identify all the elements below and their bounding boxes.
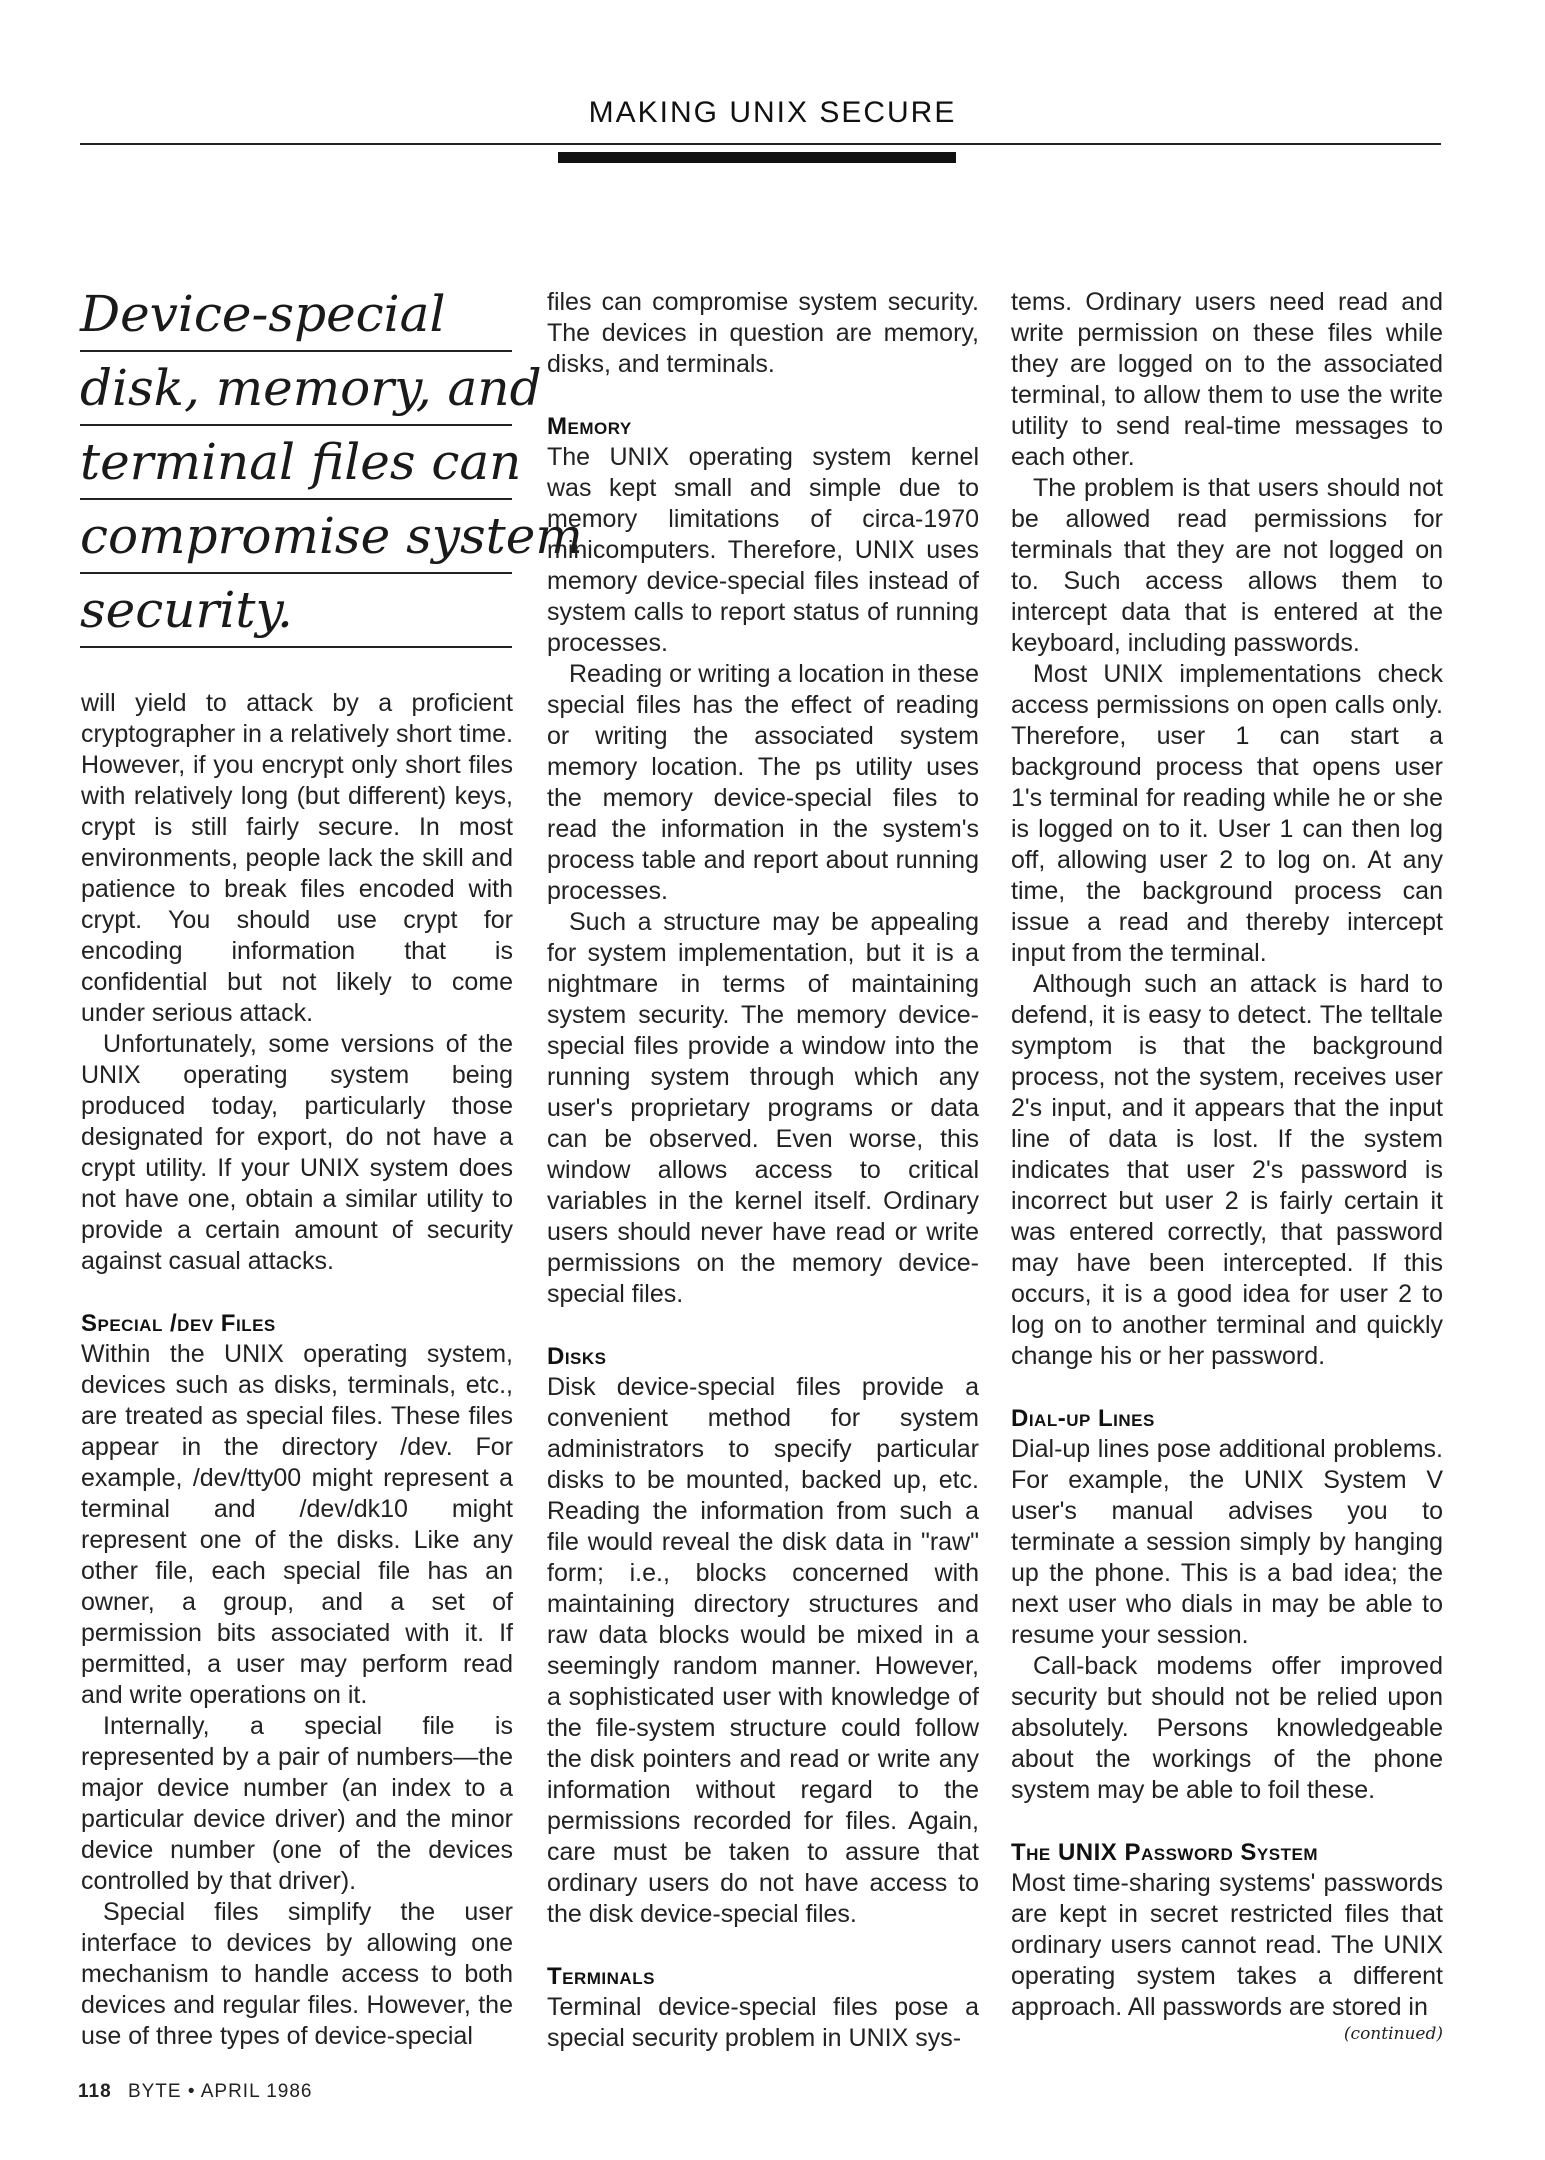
page-number: 118 <box>78 2081 112 2102</box>
section-heading-disks: Disks <box>547 1343 607 1370</box>
section-heading-memory: Memory <box>547 413 632 440</box>
pull-quote-line: Device-special <box>80 278 512 352</box>
article-column-1 <box>81 688 513 2052</box>
pull-quote-line: security. <box>80 574 512 648</box>
header-rule <box>80 143 1441 145</box>
paragraph: Most UNIX implementations check access permissions on open calls only. Therefore, user 1 can start a background process that opens user 1's terminal for reading while he or she is logged on to it. User 1 can then log off, allowing user 2 to log on. At any time, the background process can issue a read and thereby intercept input from the terminal. <box>1011 660 1443 967</box>
article-column-2 <box>547 287 979 2054</box>
paragraph: Within the UNIX operating system, devices such as disks, terminals, etc., are treated as special files. These files appear in the directory /dev. For example, /dev/tty00 might represent a terminal and /dev/dk10 might represent one of the disks. Like any other file, each special file has an owner, a group, and a set of permission bits associated with it. If permitted, a user may perform read and write operations on it. <box>81 1340 513 1709</box>
paragraph: The UNIX operating system kernel was kept small and simple due to memory limitations of circa-1970 minicomputers. Therefore, UNIX uses memory device-special files instead of system calls to report status of running processes. <box>547 443 979 657</box>
paragraph: Dial-up lines pose additional problems. For example, the UNIX System V user's manual advises you to terminate a session simply by hanging up the phone. This is a bad idea; the next user who dials in may be able to resume your session. <box>1011 1435 1443 1649</box>
section-heading-terminals: Terminals <box>547 1963 655 1990</box>
paragraph: tems. Ordinary users need read and write permission on these files while they are logged on to the associated terminal, to allow them to use the write utility to send real-time messages to each other. <box>1011 288 1443 471</box>
paragraph: Although such an attack is hard to defend, it is easy to detect. The telltale symptom is that the background process, not the system, receives user 2's input, and it appears that the input line of data is lost. If the system indicates that user 2's password is incorrect but user 2 is fairly certain it was entered correctly, that password may have been intercepted. If this occurs, it is a good idea for user 2 to log on to another terminal and quickly change his or her password. <box>1011 970 1443 1370</box>
paragraph: Reading or writing a location in these special files has the effect of reading or writing the associated system memory location. The ps utility uses the memory device-special files to read the information in the system's process table and report about running processes. <box>547 660 979 905</box>
paragraph: Internally, a special file is represented by a pair of numbers—the major device number (an index to a particular device driver) and the minor device number (one of the devices controlled by that driver). <box>81 1712 513 1895</box>
paragraph: Disk device-special files provide a convenient method for system administrators to specify particular disks to be mounted, backed up, etc. Reading the information from such a file would reveal the disk data in "raw" form; i.e., blocks concerned with maintaining directory structures and raw data blocks would be mixed in a seemingly random manner. However, a sophisticated user with knowledge of the file-system structure could follow the disk pointers and read or write any information without regard to the permissions recorded for files. Again, care must be taken to assure that ordinary users do not have access to the disk device-special files. <box>547 1373 979 1928</box>
publication-line: BYTE • APRIL 1986 <box>127 2081 313 2102</box>
page-footer <box>78 2081 312 2103</box>
paragraph: will yield to attack by a proficient cryptographer in a relatively short time. However, if you encrypt only short files with relatively long (but different) keys, crypt is still fairly secure. In most environments, people lack the skill and patience to break files encoded with crypt. You should use crypt for encoding information that is confidential but not likely to come under serious attack. <box>81 689 513 1027</box>
section-heading-special-dev-files: Special /dev Files <box>81 1310 276 1337</box>
pull-quote <box>80 278 583 648</box>
paragraph: Unfortunately, some versions of the UNIX operating system being produced today, particularly those designated for export, do not have a crypt utility. If your UNIX system does not have one, obtain a similar utility to provide a certain amount of security against casual attacks. <box>81 1030 513 1275</box>
pull-quote-line: terminal files can <box>80 426 512 500</box>
paragraph: Call-back modems offer improved security but should not be relied upon absolutely. Persons knowledgeable about the workings of the phone system may be able to foil these. <box>1011 1652 1443 1804</box>
page-header-title: MAKING UNIX SECURE <box>588 96 957 129</box>
article-column-3 <box>1011 287 1443 2023</box>
paragraph: Special files simplify the user interface to devices by allowing one mechanism to handle access to both devices and regular files. However, the use of three types of device-special <box>81 1898 513 2050</box>
section-heading-unix-password-system: The UNIX Password System <box>1011 1839 1318 1866</box>
section-heading-dial-up-lines: Dial-up Lines <box>1011 1405 1155 1432</box>
paragraph: The problem is that users should not be allowed read permissions for terminals that they are not logged on to. Such access allows them to intercept data that is entered at the keyboard, including passwords. <box>1011 474 1443 657</box>
pull-quote-line: disk, memory, and <box>80 352 512 426</box>
pull-quote-line: compromise system <box>80 500 512 574</box>
paragraph: files can compromise system security. The devices in question are memory, disks, and terminals. <box>547 288 979 378</box>
header-accent-bar <box>558 152 956 163</box>
continued-note: (continued) <box>1343 2024 1443 2044</box>
paragraph: Terminal device-special files pose a special security problem in UNIX sys- <box>547 1993 979 2052</box>
paragraph: Such a structure may be appealing for system implementation, but it is a nightmare in terms of maintaining system security. The memory device-special files provide a window into the running system through which any user's proprietary programs or data can be observed. Even worse, this window allows access to critical variables in the kernel itself. Ordinary users should never have read or write permissions on the memory device-special files. <box>547 908 979 1308</box>
paragraph: Most time-sharing systems' passwords are kept in secret restricted files that ordinary users cannot read. The UNIX operating system takes a different approach. All passwords are stored in <box>1011 1869 1443 2021</box>
